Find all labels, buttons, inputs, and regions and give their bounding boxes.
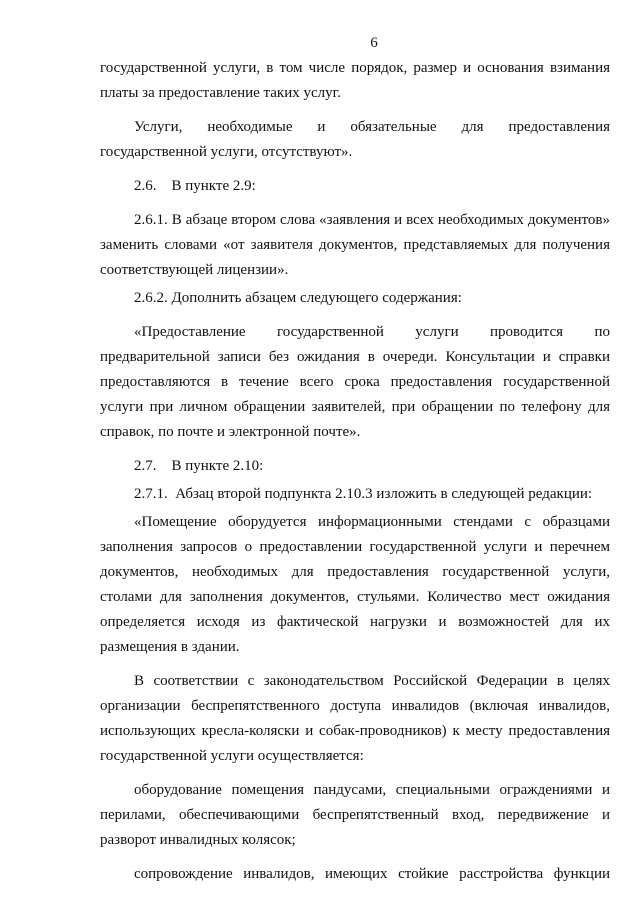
page-number: 6 <box>370 35 378 51</box>
paragraph-premises-quote: «Помещение оборудуется информационными стендами с образцами заполнения запросов о предоставлении государственной услуги и перечнем документов, необходимых для предоставления государственной услуги, столами для заполнения документов, стульями. Количество мест ожидания определяется исходя из фактической нагрузки и возможностей для их размещения в здании. <box>100 514 610 655</box>
paragraph-appointment-quote: «Предоставление государственной услуги проводится по предварительной записи без ожидания в очереди. Консультации и справки предоставляются в течение всего срока предоставления государственной услуги при личном обращении заявителей, при обращении по телефону для справок, по почте и электронной почте». <box>100 324 610 440</box>
paragraph-item-2-6-2: 2.6.2. Дополнить абзацем следующего содержания: <box>134 290 462 306</box>
paragraph-item-2-7-1: 2.7.1. Абзац второй подпункта 2.10.3 изложить в следующей редакции: <box>134 486 593 502</box>
paragraph-accessibility-intro: В соответствии с законодательством Российской Федерации в целях организации беспрепятственного доступа инвалидов (включая инвалидов, использующих кресла-коляски и собак-проводников) к месту предоставления государственной услуги осуществляется: <box>100 673 610 764</box>
paragraph-item-2-6: 2.6. В пункте 2.9: <box>134 178 256 194</box>
paragraph-item-2-7: 2.7. В пункте 2.10: <box>134 458 264 474</box>
paragraph-ramps-equipment: оборудование помещения пандусами, специальными ограждениями и перилами, обеспечивающими беспрепятственный вход, передвижение и разворот инвалидных колясок; <box>100 782 610 848</box>
paragraph-fee-continuation: государственной услуги, в том числе порядок, размер и основания взимания платы за предоставление таких услуг. <box>100 60 610 101</box>
paragraph-services-absent: Услуги, необходимые и обязательные для предоставления государственной услуги, отсутствуют». <box>100 119 610 160</box>
paragraph-item-2-6-1: 2.6.1. В абзаце втором слова «заявления и всех необходимых документов» заменить словами «от заявителя документов, представляемых для получения соответствующей лицензии». <box>100 212 610 278</box>
paragraph-escort-disabled: сопровождение инвалидов, имеющих стойкие расстройства функции <box>134 866 610 882</box>
document-body <box>100 56 610 896</box>
